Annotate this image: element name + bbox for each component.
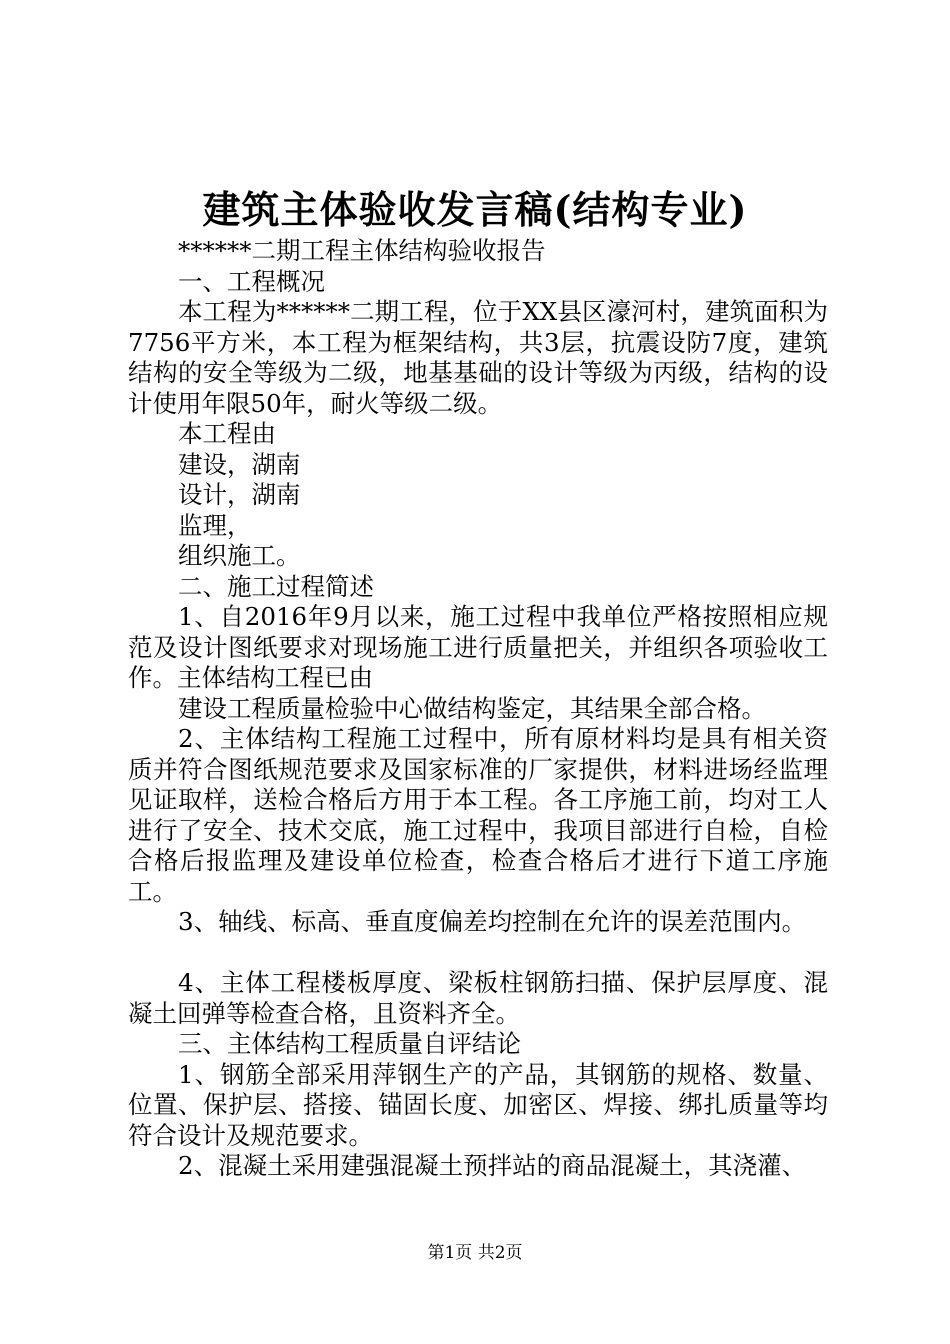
section-heading-overview: 一、工程概况 bbox=[178, 266, 325, 296]
page-footer: 第1页 共2页 bbox=[427, 1243, 523, 1263]
document-title: 建筑主体验收发言稿(结构专业) bbox=[202, 187, 748, 232]
paragraph-process-1: 1、自2016年9月以来，施工过程中我单位严格按照相应规范及设计图纸要求对现场施工进行质量把关，并组织各项验收工作。主体结构工程已由 bbox=[128, 602, 828, 692]
blank-line bbox=[128, 938, 828, 969]
document-body bbox=[128, 236, 828, 1182]
paragraph-conclusion-2: 2、混凝土采用建强混凝土预拌站的商品混凝土，其浇灌、 bbox=[178, 1151, 807, 1180]
paragraph-process-3: 3、轴线、标高、垂直度偏差均控制在允许的误差范围内。 bbox=[178, 907, 807, 936]
paragraph-conclusion-1: 1、钢筋全部采用萍钢生产的产品，其钢筋的规格、数量、位置、保护层、搭接、锚固长度、加密区、焊接、绑扎质量等均符合设计及规范要求。 bbox=[128, 1059, 828, 1150]
paragraph-process-2: 2、主体结构工程施工过程中，所有原材料均是具有相关资质并符合图纸规范要求及国家标准的厂家提供，材料进场经监理见证取样，送检合格后方用于本工程。各工序施工前，均对工人进行了安全、技术交底，施工过程中，我项目部进行自检，自检合格后报监理及建设单位检查，检查合格后才进行下道工序施工。 bbox=[128, 724, 828, 906]
paragraph-line: 监理， bbox=[178, 510, 252, 540]
paragraph-process-4: 4、主体工程楼板厚度、梁板柱钢筋扫描、保护层厚度、混凝土回弹等检查合格，且资料齐全。 bbox=[128, 968, 828, 1028]
report-heading: ******二期工程主体结构验收报告 bbox=[178, 236, 546, 265]
paragraph-line: 建设，湖南 bbox=[178, 449, 301, 479]
section-heading-conclusion: 三、主体结构工程质量自评结论 bbox=[178, 1029, 521, 1058]
paragraph-line: 组织施工。 bbox=[178, 541, 301, 570]
paragraph-process-1-cont: 建设工程质量检验中心做结构鉴定，其结果全部合格。 bbox=[178, 693, 766, 723]
paragraph-line: 本工程由 bbox=[178, 419, 276, 448]
paragraph-overview: 本工程为******二期工程，位于XX县区濠河村，建筑面积为7756平方米，本工程为框架结构，共3层，抗震设防7度，建筑结构的安全等级为二级，地基基础的设计等级为丙级，结构的设计使用年限50年，耐火等级二级。 bbox=[128, 297, 828, 418]
paragraph-line: 设计，湖南 bbox=[178, 480, 301, 509]
section-heading-process: 二、施工过程简述 bbox=[178, 571, 374, 601]
